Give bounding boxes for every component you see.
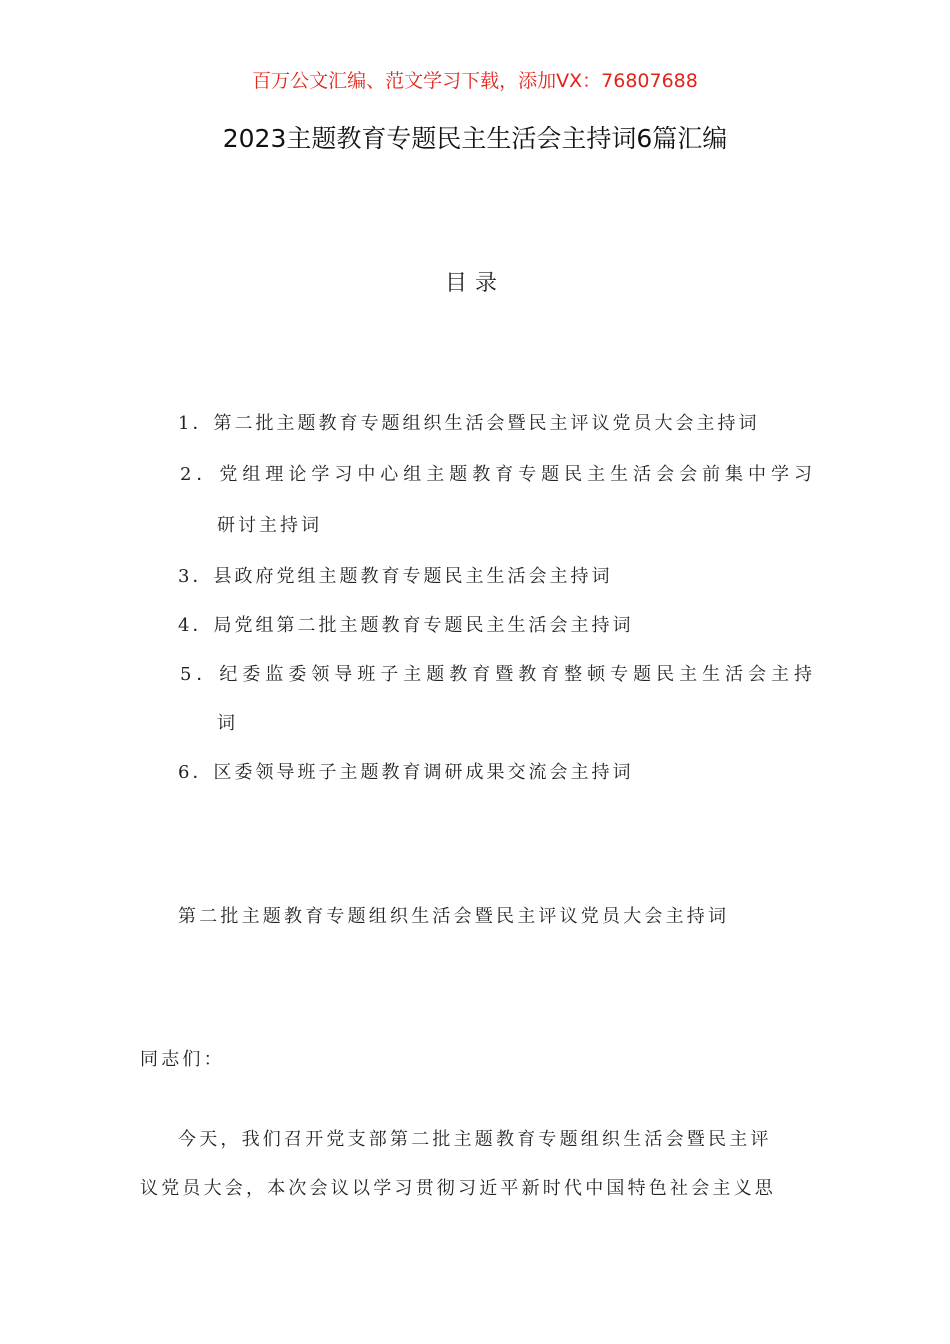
toc-item-2: 2．党组理论学习中心组主题教育专题民主生活会会前集中学习 (180, 464, 812, 485)
toc-item-6: 6．区委领导班子主题教育调研成果交流会主持词 (178, 762, 634, 783)
toc-heading: 目录 (444, 271, 505, 296)
salutation: 同志们： (140, 1049, 225, 1070)
toc-item-4: 4．局党组第二批主题教育专题民主生活会主持词 (178, 615, 634, 636)
toc-item-3: 3．县政府党组主题教育专题民主生活会主持词 (178, 566, 613, 587)
toc-item-2-cont: 研讨主持词 (217, 515, 322, 536)
toc-item-5: 5．纪委监委领导班子主题教育暨教育整顿专题民主生活会主持 (180, 664, 812, 685)
document-title: 2023主题教育专题民主生活会主持词6篇汇编 (222, 124, 728, 153)
toc-item-1: 1．第二批主题教育专题组织生活会暨民主评议党员大会主持词 (178, 413, 760, 434)
paragraph-line: 议党员大会，本次会议以学习贯彻习近平新时代中国特色社会主义思 (140, 1178, 776, 1199)
header-notice: 百万公文汇编、范文学习下载，添加VX：76807688 (252, 70, 698, 92)
toc-item-5-cont: 词 (217, 713, 238, 734)
paragraph-line: 今天，我们召开党支部第二批主题教育专题组织生活会暨民主评 (178, 1129, 772, 1150)
section-heading: 第二批主题教育专题组织生活会暨民主评议党员大会主持词 (178, 906, 730, 927)
